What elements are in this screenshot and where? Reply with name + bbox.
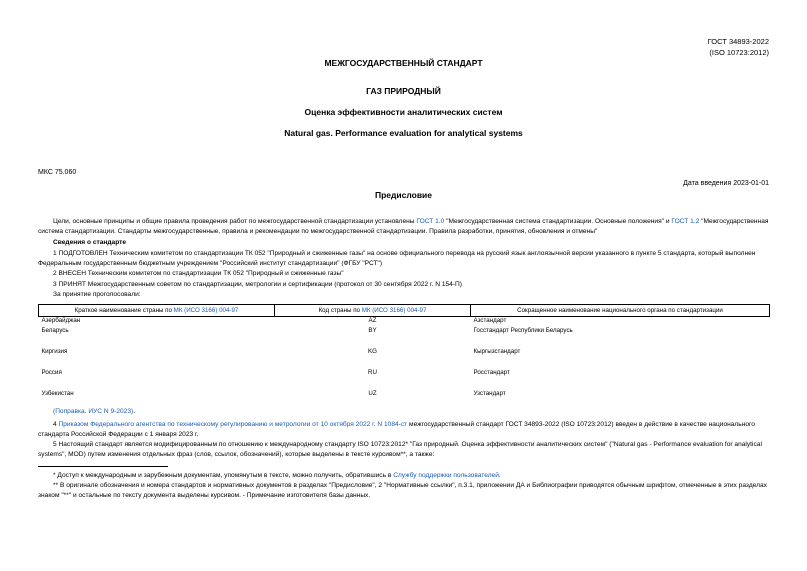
- col-country-header: [39, 305, 275, 317]
- text-run: "Межгосударственная система стандартизации. Стандарты межгосударственные, правила и рекомендации по межгосударственной стандартизации. Правила разработки, принятия, обновления и отмены": [38, 218, 769, 235]
- text-run: Цели, основные принципы и общие правила проведения работ по межгосударственной стандартизации установлены: [53, 218, 417, 225]
- support-service-link[interactable]: Службу поддержки пользователей: [393, 472, 499, 479]
- preface-heading: Предисловие: [374, 190, 433, 200]
- about-standard-heading: Сведения о стандарте: [53, 239, 127, 246]
- code-cell: UZ: [368, 389, 377, 397]
- mk-iso-link[interactable]: МК (ИСО 3166) 004-97: [173, 307, 239, 314]
- item-5: 5 Настоящий стандарт является модифицированным по отношению к международному стандарту ISO 10723:2012* "Газ природный. Оценка эффективности аналитических систем" ("Natural gas - Performance evaluation for analytical systems", MOD) путем изменения отдельных фраз (слов, ссылок, обозначений), которые выделены в тексте курсивом**, а также:: [38, 441, 762, 458]
- doc-type-title: МЕЖГОСУДАРСТВЕННЫЙ СТАНДАРТ: [324, 58, 483, 68]
- country-cell: Беларусь: [41, 326, 69, 334]
- table-row: [39, 390, 770, 400]
- footnote-divider: [38, 466, 168, 467]
- iso-number: (ISO 10723:2012): [709, 48, 769, 57]
- subtitle-ru: Оценка эффективности аналитических систем: [304, 107, 503, 117]
- code-cell: KG: [368, 347, 377, 355]
- gost-1-2-link[interactable]: ГОСТ 1.2: [671, 218, 700, 225]
- subtitle-en: Natural gas. Performance evaluation for analytical systems: [284, 128, 523, 138]
- header-text: Краткое наименование страны по: [74, 307, 174, 314]
- intro-date: Дата введения 2023-01-01: [683, 180, 769, 187]
- body-cell: Росстандарт: [473, 368, 510, 376]
- text-run: межгосударственный стандарт ГОСТ 34893-2022 (ISO 10723:2012) введен в действие в качестве национального стандарта Российской Федерации с 1 января 2023 г.: [38, 421, 755, 438]
- footnote-1: [38, 471, 770, 481]
- table-row: [39, 327, 770, 348]
- country-cell: Азербайджан: [41, 317, 81, 324]
- table-header-row: [39, 305, 770, 317]
- mks-code: МКС 75.060: [38, 169, 77, 176]
- order-link[interactable]: Приказом Федерального агентства по техническому регулированию и метрологии от 10 октября 2022 г. N 1084-ст: [58, 421, 408, 428]
- code-cell: BY: [368, 326, 377, 334]
- gost-1-0-link[interactable]: ГОСТ 1.0: [416, 218, 445, 225]
- table-row: [39, 369, 770, 390]
- table-row: [39, 348, 770, 369]
- col-body-header: [471, 305, 770, 317]
- table-row: [39, 317, 770, 327]
- document-code: [708, 36, 769, 58]
- header-text: Код страны по: [318, 307, 362, 314]
- gost-number: ГОСТ 34893-2022: [707, 37, 769, 46]
- country-cell: Россия: [41, 368, 62, 376]
- body-cell: Азстандарт: [473, 317, 507, 324]
- body-cell: Госстандарт Республики Беларусь: [473, 326, 573, 334]
- code-cell: AZ: [368, 317, 377, 324]
- item-4: [38, 420, 770, 440]
- country-cell: Киргизия: [41, 347, 68, 355]
- body-cell: Узстандарт: [473, 389, 506, 397]
- voting-table: [38, 304, 770, 400]
- amendment-note: [38, 407, 770, 417]
- body-cell: Кыргызстандарт: [473, 347, 521, 355]
- text-run: "Межгосударственная система стандартизации. Основные положения" и: [444, 218, 672, 225]
- item-3: 3 ПРИНЯТ Межгосударственным советом по стандартизации, метрологии и сертификации (протокол от 30 сентября 2022 г. N 154-П): [53, 281, 462, 288]
- text-run: .: [498, 472, 501, 479]
- text-run: 4: [53, 421, 59, 428]
- header-text: Сокращенное наименование национального органа по стандартизации: [517, 307, 723, 314]
- code-cell: RU: [368, 368, 377, 376]
- amendment-link[interactable]: (Поправка. ИУС N 9-2023): [53, 408, 134, 415]
- preface-paragraph: [38, 217, 770, 237]
- col-code-header: [275, 305, 471, 317]
- voted-label: За принятие проголосовали:: [53, 291, 141, 298]
- country-cell: Узбекистан: [41, 389, 74, 397]
- item-2: 2 ВНЕСЕН Техническим комитетом по стандартизации ТК 052 "Природный и сжиженные газы": [53, 270, 344, 277]
- text-run: * Доступ к международным и зарубежным документам, упомянутым в тексте, можно получить, обратившись в: [53, 472, 394, 479]
- item-1: 1 ПОДГОТОВЛЕН Техническим комитетом по стандартизации ТК 052 "Природный и сжиженные газы" на основе официального перевода на русский язык англоязычной версии указанного в пункте 5 стандарта, который выполнен Федеральным государственным бюджетным учреждением "Российский институт стандартизации" (ФГБУ "РСТ"): [38, 250, 756, 267]
- text-run: .: [133, 408, 136, 415]
- footnote-2: ** В оригинале обозначения и номера стандартов и нормативных документов в разделах "Предисловие", 2 "Нормативные ссылки", п.3.1, приложении ДА и Библиографии приводятся обычным шрифтом, отмеченные в этих разделах знаком "**" и остальные по тексту документа выделены курсивом. - Примечание изготовителя базы данных.: [38, 482, 767, 499]
- product-title: ГАЗ ПРИРОДНЫЙ: [366, 86, 441, 96]
- mk-iso-link[interactable]: МК (ИСО 3166) 004-97: [361, 307, 427, 314]
